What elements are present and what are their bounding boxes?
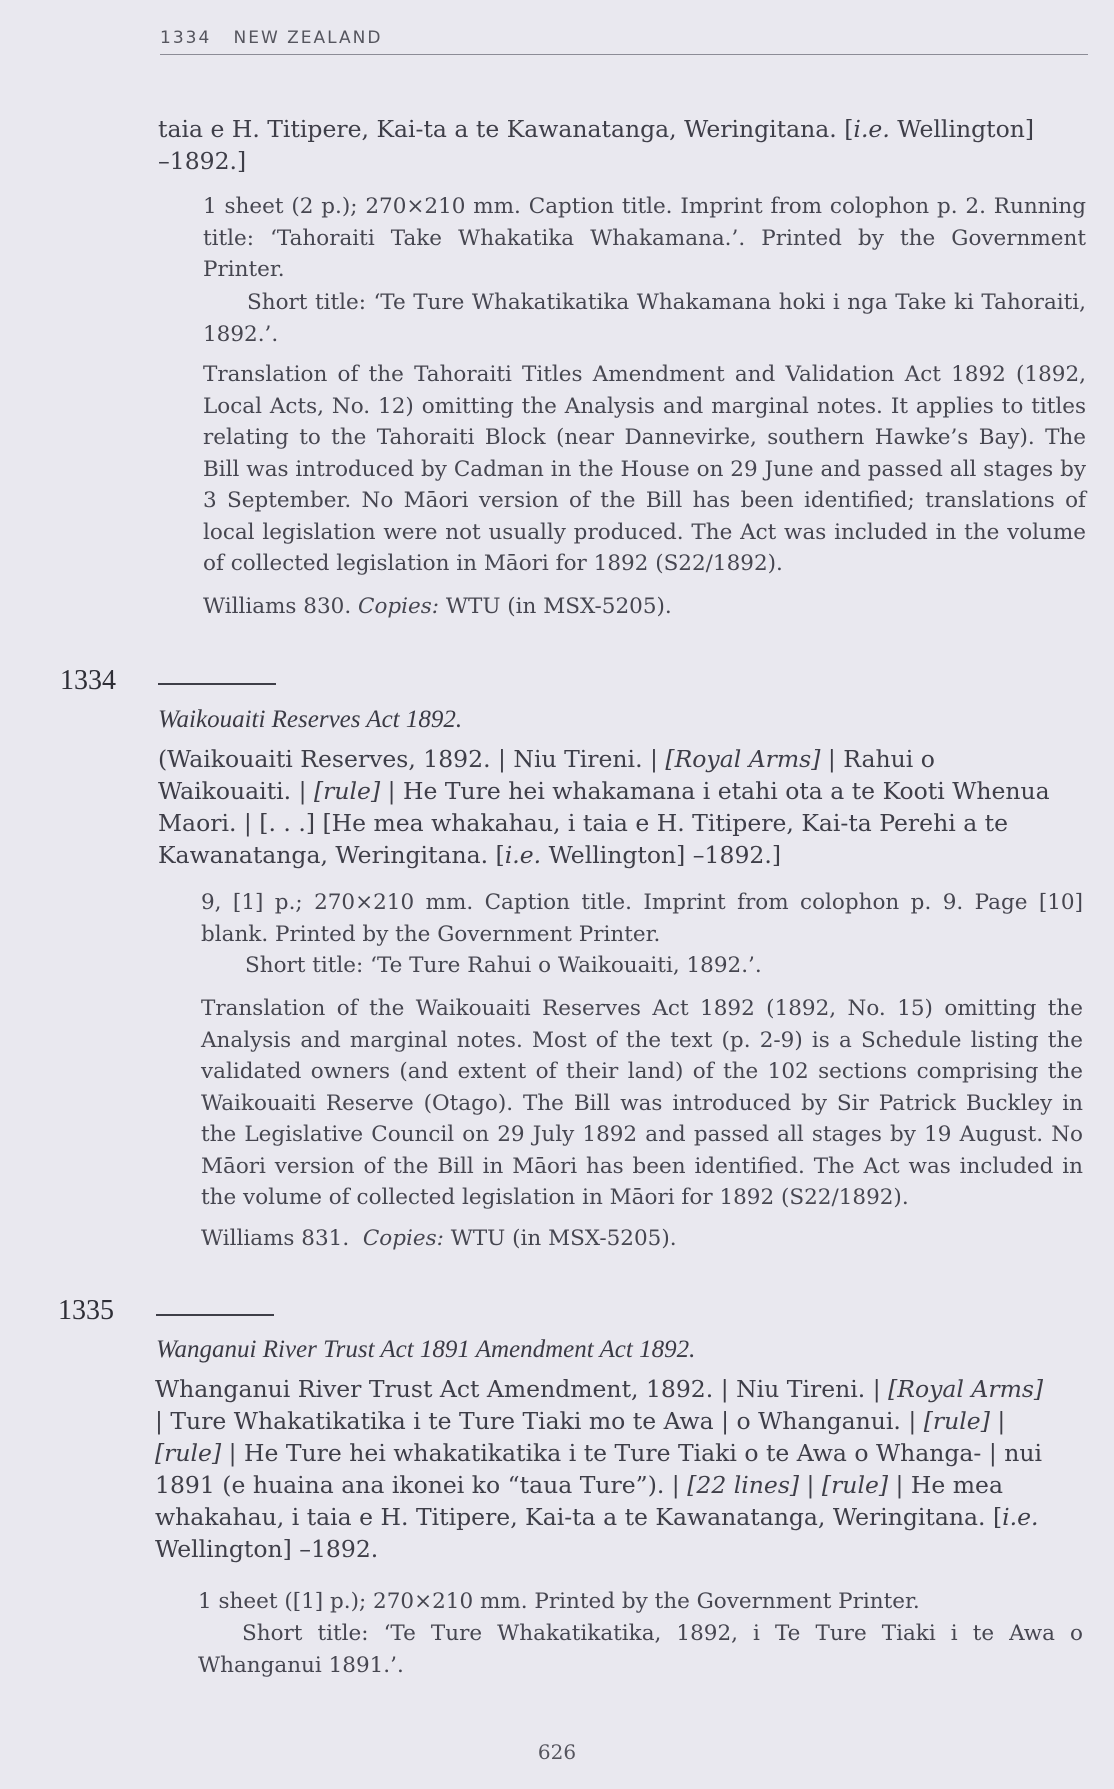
text-segment: | <box>997 1407 1006 1435</box>
entry-short-title: Short title: ‘Te Ture Rahui o Waikouaiti, 1892.’. <box>245 953 762 978</box>
running-header <box>160 28 1088 55</box>
entry-short-title: Short title: ‘Te Ture Whakatikatika, 1892, i Te Ture Tiaki i te Awa o Whanganui 1891.’. <box>198 1621 1083 1678</box>
header-country: NEW ZEALAND <box>233 28 383 48</box>
text-segment: | He mea whakahau, i taia e H. Titipere, Kai-ta a te Kawanatanga, Weringitana. [ <box>155 1471 1003 1531</box>
entry-note: Translation of the Waikouaiti Reserves Act 1892 (1892, No. 15) omitting the Analysis and marginal notes. Most of the text (p. 2-9) is a Schedule listing the validated owners (and extent of their land) of the 102 sections comprising the Waikouaiti Reserve (Otago). The Bill was introduced by Sir Patrick Buckley in the Legislative Council on 29 July 1892 and passed all stages by 19 August. No Māori version of the Bill in Māori has been identified. The Act was included in the volume of collected legislation in Māori for 1892 (S22/1892). <box>201 996 1083 1210</box>
continuation-reference: Williams 830. Copies: WTU (in MSX-5205). <box>203 594 672 619</box>
italic-segment: i.e. <box>504 841 542 869</box>
text-segment: Wellington] –1892. <box>155 1535 379 1563</box>
italic-segment: [rule] <box>923 1407 990 1435</box>
header-page-number: 1334 <box>160 28 212 48</box>
text-segment: | He Ture hei whakamana i etahi ota a te Kooti Whenua Maori. | [. . .] [He mea whakahau, i taia e H. Titipere, Kai-ta Perehi a te Kawanatanga, Weringitana. [ <box>158 777 1050 869</box>
entry-physical-description: 1 sheet ([1] p.); 270×210 mm. Printed by the Government Printer. <box>198 1589 920 1614</box>
entry-physical-description: 9, [1] p.; 270×210 mm. Caption title. Imprint from colophon p. 9. Page [10] blank. Printed by the Government Printer. <box>201 890 1083 947</box>
continuation-note: Translation of the Tahoraiti Titles Amendment and Validation Act 1892 (1892, Local Acts, No. 12) omitting the Analysis and marginal notes. It applies to titles relating to the Tahoraiti Block (near Dannevirke, southern Hawke’s Bay). The Bill was introduced by Cadman in the House on 29 June and passed all stages by 3 September. No Māori version of the Bill has been identified; translations of local legislation were not usually produced. The Act was included in the volume of collected legislation in Māori for 1892 (S22/1892). <box>203 362 1086 576</box>
italic-segment: [rule] <box>313 777 381 805</box>
page-number: 626 <box>537 1740 577 1764</box>
italic-segment: [rule] <box>821 1471 889 1499</box>
entry-reference: Williams 831. Copies: WTU (in MSX-5205). <box>201 1226 677 1251</box>
entry-dash <box>156 1314 274 1316</box>
italic-segment: [22 lines] <box>687 1471 800 1499</box>
continuation-imprint: taia e H. Titipere, Kai-ta a te Kawanatanga, Weringitana. [i.e. Wellington] –1892.] <box>158 115 1035 175</box>
text-segment: (Waikouaiti Reserves, 1892. | Niu Tireni. | <box>158 745 666 773</box>
text-segment: | <box>799 1471 822 1499</box>
entry-dash <box>158 683 276 685</box>
text-segment: Whanganui River Trust Act Amendment, 1892. | Niu Tireni. | <box>155 1375 889 1403</box>
text-segment: | He Ture hei whakatikatika i te Ture Tiaki o te Awa o Whanga- | nui 1891 (e huaina ana ikonei ko “taua Ture”). | <box>155 1439 1043 1499</box>
entry-title-page-transcription <box>155 1373 1090 1565</box>
entry-number: 1335 <box>58 1295 114 1326</box>
text-segment: | Ture Whakatikatika i te Ture Tiaki mo te Awa | o Whanganui. | <box>155 1407 917 1435</box>
entry-title: Waikouaiti Reserves Act 1892. <box>158 706 463 733</box>
text-segment: | Rahui o Waikouaiti. | <box>158 745 935 805</box>
continuation-short-title: Short title: ‘Te Ture Whakatikatika Whakamana hoki i nga Take ki Tahoraiti, 1892.’. <box>203 290 1086 347</box>
italic-segment: [Royal Arms] <box>888 1375 1044 1403</box>
entry-title: Wanganui River Trust Act 1891 Amendment Act 1892. <box>156 1336 696 1363</box>
entry-number: 1334 <box>60 665 116 696</box>
continuation-physical-description: 1 sheet (2 p.); 270×210 mm. Caption title. Imprint from colophon p. 2. Running title: ‘Tahoraiti Take Whakatika Whakamana.’. Printed by the Government Printer. <box>203 194 1086 282</box>
italic-segment: [Royal Arms] <box>665 745 821 773</box>
entry-title-page-transcription <box>158 743 1088 871</box>
italic-segment: i.e. <box>1002 1503 1039 1531</box>
italic-segment: [rule] <box>155 1439 222 1467</box>
text-segment: Wellington] –1892.] <box>541 841 781 869</box>
